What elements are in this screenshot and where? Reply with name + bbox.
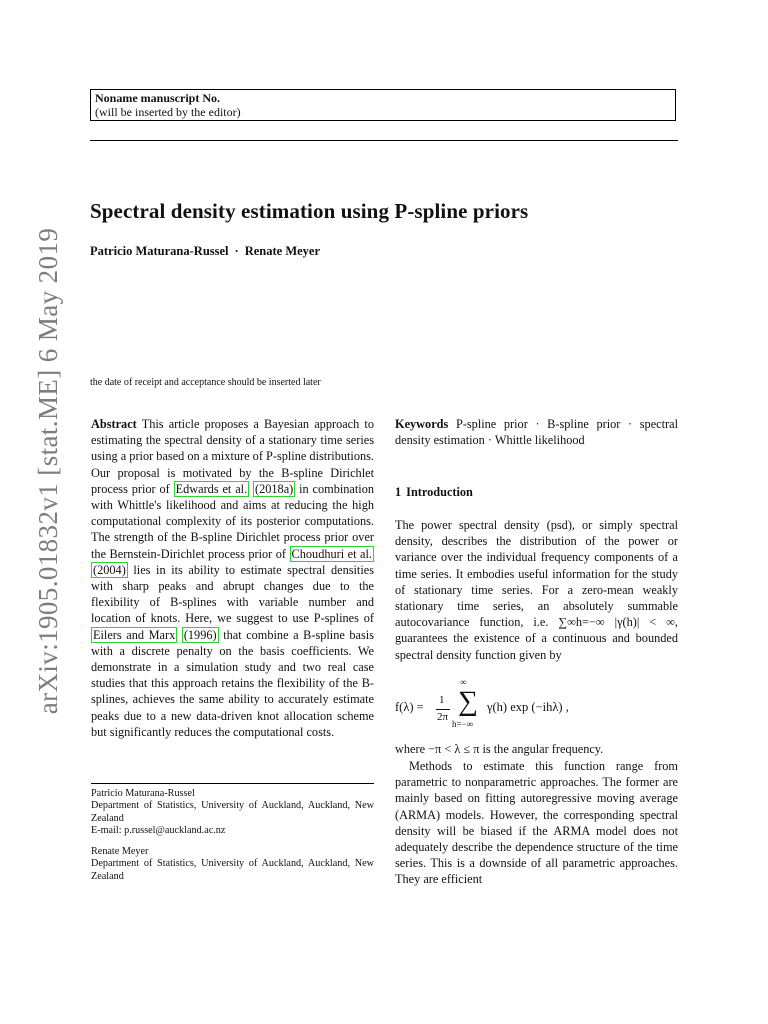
citation-link[interactable]: (2004) xyxy=(93,562,126,577)
affiliation-name: Renate Meyer xyxy=(91,846,149,857)
citation-link[interactable]: (1996) xyxy=(183,627,217,642)
abstract xyxy=(91,416,374,740)
affiliation-dept: Department of Statistics, University of Auckland, Auckland, New Zealand xyxy=(91,858,374,882)
section-heading xyxy=(395,485,473,500)
affiliation xyxy=(91,788,374,838)
citation-link[interactable]: Edwards et al. xyxy=(175,481,248,496)
intro-text: guarantees the existence of a continuous and bounded spectral density function given by xyxy=(395,631,678,662)
equation-sum-upper: ∞ xyxy=(460,677,467,687)
methods-paragraph: Methods to estimate this function range from parametric to nonparametric approaches. The former are mainly based on fitting autoregressive moving average (ARMA) models. However, the corresponding spectral density will be biased if the ARMA model does not adequately describe the dependence structure of the time series. This is a downside of all parametric approaches. They are efficient xyxy=(395,759,678,887)
section-number: 1 xyxy=(395,485,402,499)
manuscript-box xyxy=(90,89,676,121)
footnote-rule xyxy=(91,783,374,784)
citation-link[interactable]: Choudhuri et al. xyxy=(291,546,372,561)
equation-explanation: where −π < λ ≤ π is the angular frequency. xyxy=(395,742,604,756)
intro-text: The power spectral density (psd), or simply spectral density, describes the distribution of the power or variance over the individual frequency components of a time series. It embodies useful information for the study of stationary time series. For a zero-mean weakly stationary time series, an absolutely summable autocovariance function, i.e. xyxy=(395,518,678,630)
equation-fraction-bar xyxy=(436,709,450,710)
author-list xyxy=(90,244,320,259)
keywords xyxy=(395,416,678,448)
citation-link[interactable]: Eilers and Marx xyxy=(93,627,176,642)
spectral-density-equation xyxy=(395,666,678,732)
abstract-label: Abstract xyxy=(91,417,137,431)
abstract-text: lies in its ability to estimate spectral densities with sharp peaks and abrupt changes due to the flexibility of B-splines with variable number and location of knots. Here, we suggest to use P-splines of xyxy=(91,562,374,626)
author-separator: · xyxy=(234,244,239,258)
manuscript-number: Noname manuscript No. xyxy=(95,91,220,105)
header-rule xyxy=(90,140,678,141)
section-title: Introduction xyxy=(406,485,473,499)
intro-paragraph xyxy=(395,517,678,663)
author-name: Renate Meyer xyxy=(244,244,321,258)
keywords-text: P-spline prior · B-spline prior · spectral density estimation · Whittle likelihood xyxy=(395,417,679,448)
affiliation-name: Patricio Maturana-Russel xyxy=(91,788,195,799)
keywords-label: Keywords xyxy=(395,417,449,431)
abstract-text: This article proposes a Bayesian approach to estimating the spectral density of a stationary time series using a prior based on a mixture of P-spline distributions. Our proposal is motivated by the B-spline Dirichlet process prior of xyxy=(91,417,374,496)
author-name: Patricio Maturana-Russel xyxy=(90,244,229,258)
received-note: the date of receipt and acceptance should be inserted later xyxy=(90,377,321,388)
citation-link[interactable]: (2018a) xyxy=(255,481,294,496)
equation-fraction-denominator: 2π xyxy=(437,711,449,723)
equation-sum-lower: h=−∞ xyxy=(452,719,474,729)
equation-lhs: f(λ) = xyxy=(395,700,424,714)
arxiv-stamp: arXiv:1905.01832v1 [stat.ME] 6 May 2019 xyxy=(32,227,63,715)
abstract-text: that combine a B-spline basis with a discrete penalty on the basis coefficients. We demonstrate in a simulation study and two real case studies that this approach retains the flexibility of the B-splines, achieves the same ability to accurately estimate peaks due to a new data-driven knot allocation scheme but significantly reduces the computational costs. xyxy=(91,627,374,739)
equation-body: γ(h) exp (−ihλ) , xyxy=(487,700,569,714)
equation-sum-sign: ∑ xyxy=(458,686,478,717)
manuscript-editor-note: (will be inserted by the editor) xyxy=(95,105,241,119)
affiliation-dept: Department of Statistics, University of Auckland, Auckland, New Zealand xyxy=(91,800,374,824)
summability-condition: ∑∞h=−∞ |γ(h)| < ∞, xyxy=(558,615,678,630)
equation-fraction-numerator: 1 xyxy=(439,694,445,706)
affiliation-email: E-mail: p.russel@auckland.ac.nz xyxy=(91,825,226,837)
affiliation xyxy=(91,846,374,883)
abstract-text: in combination with Whittle's likelihood and aims at reducing the high computational complexity of its posterior computations. The strength of the B-spline Dirichlet process prior over the Bernstein-Dirichlet process prior of xyxy=(91,481,375,561)
paper-title: Spectral density estimation using P-spline priors xyxy=(90,199,529,223)
